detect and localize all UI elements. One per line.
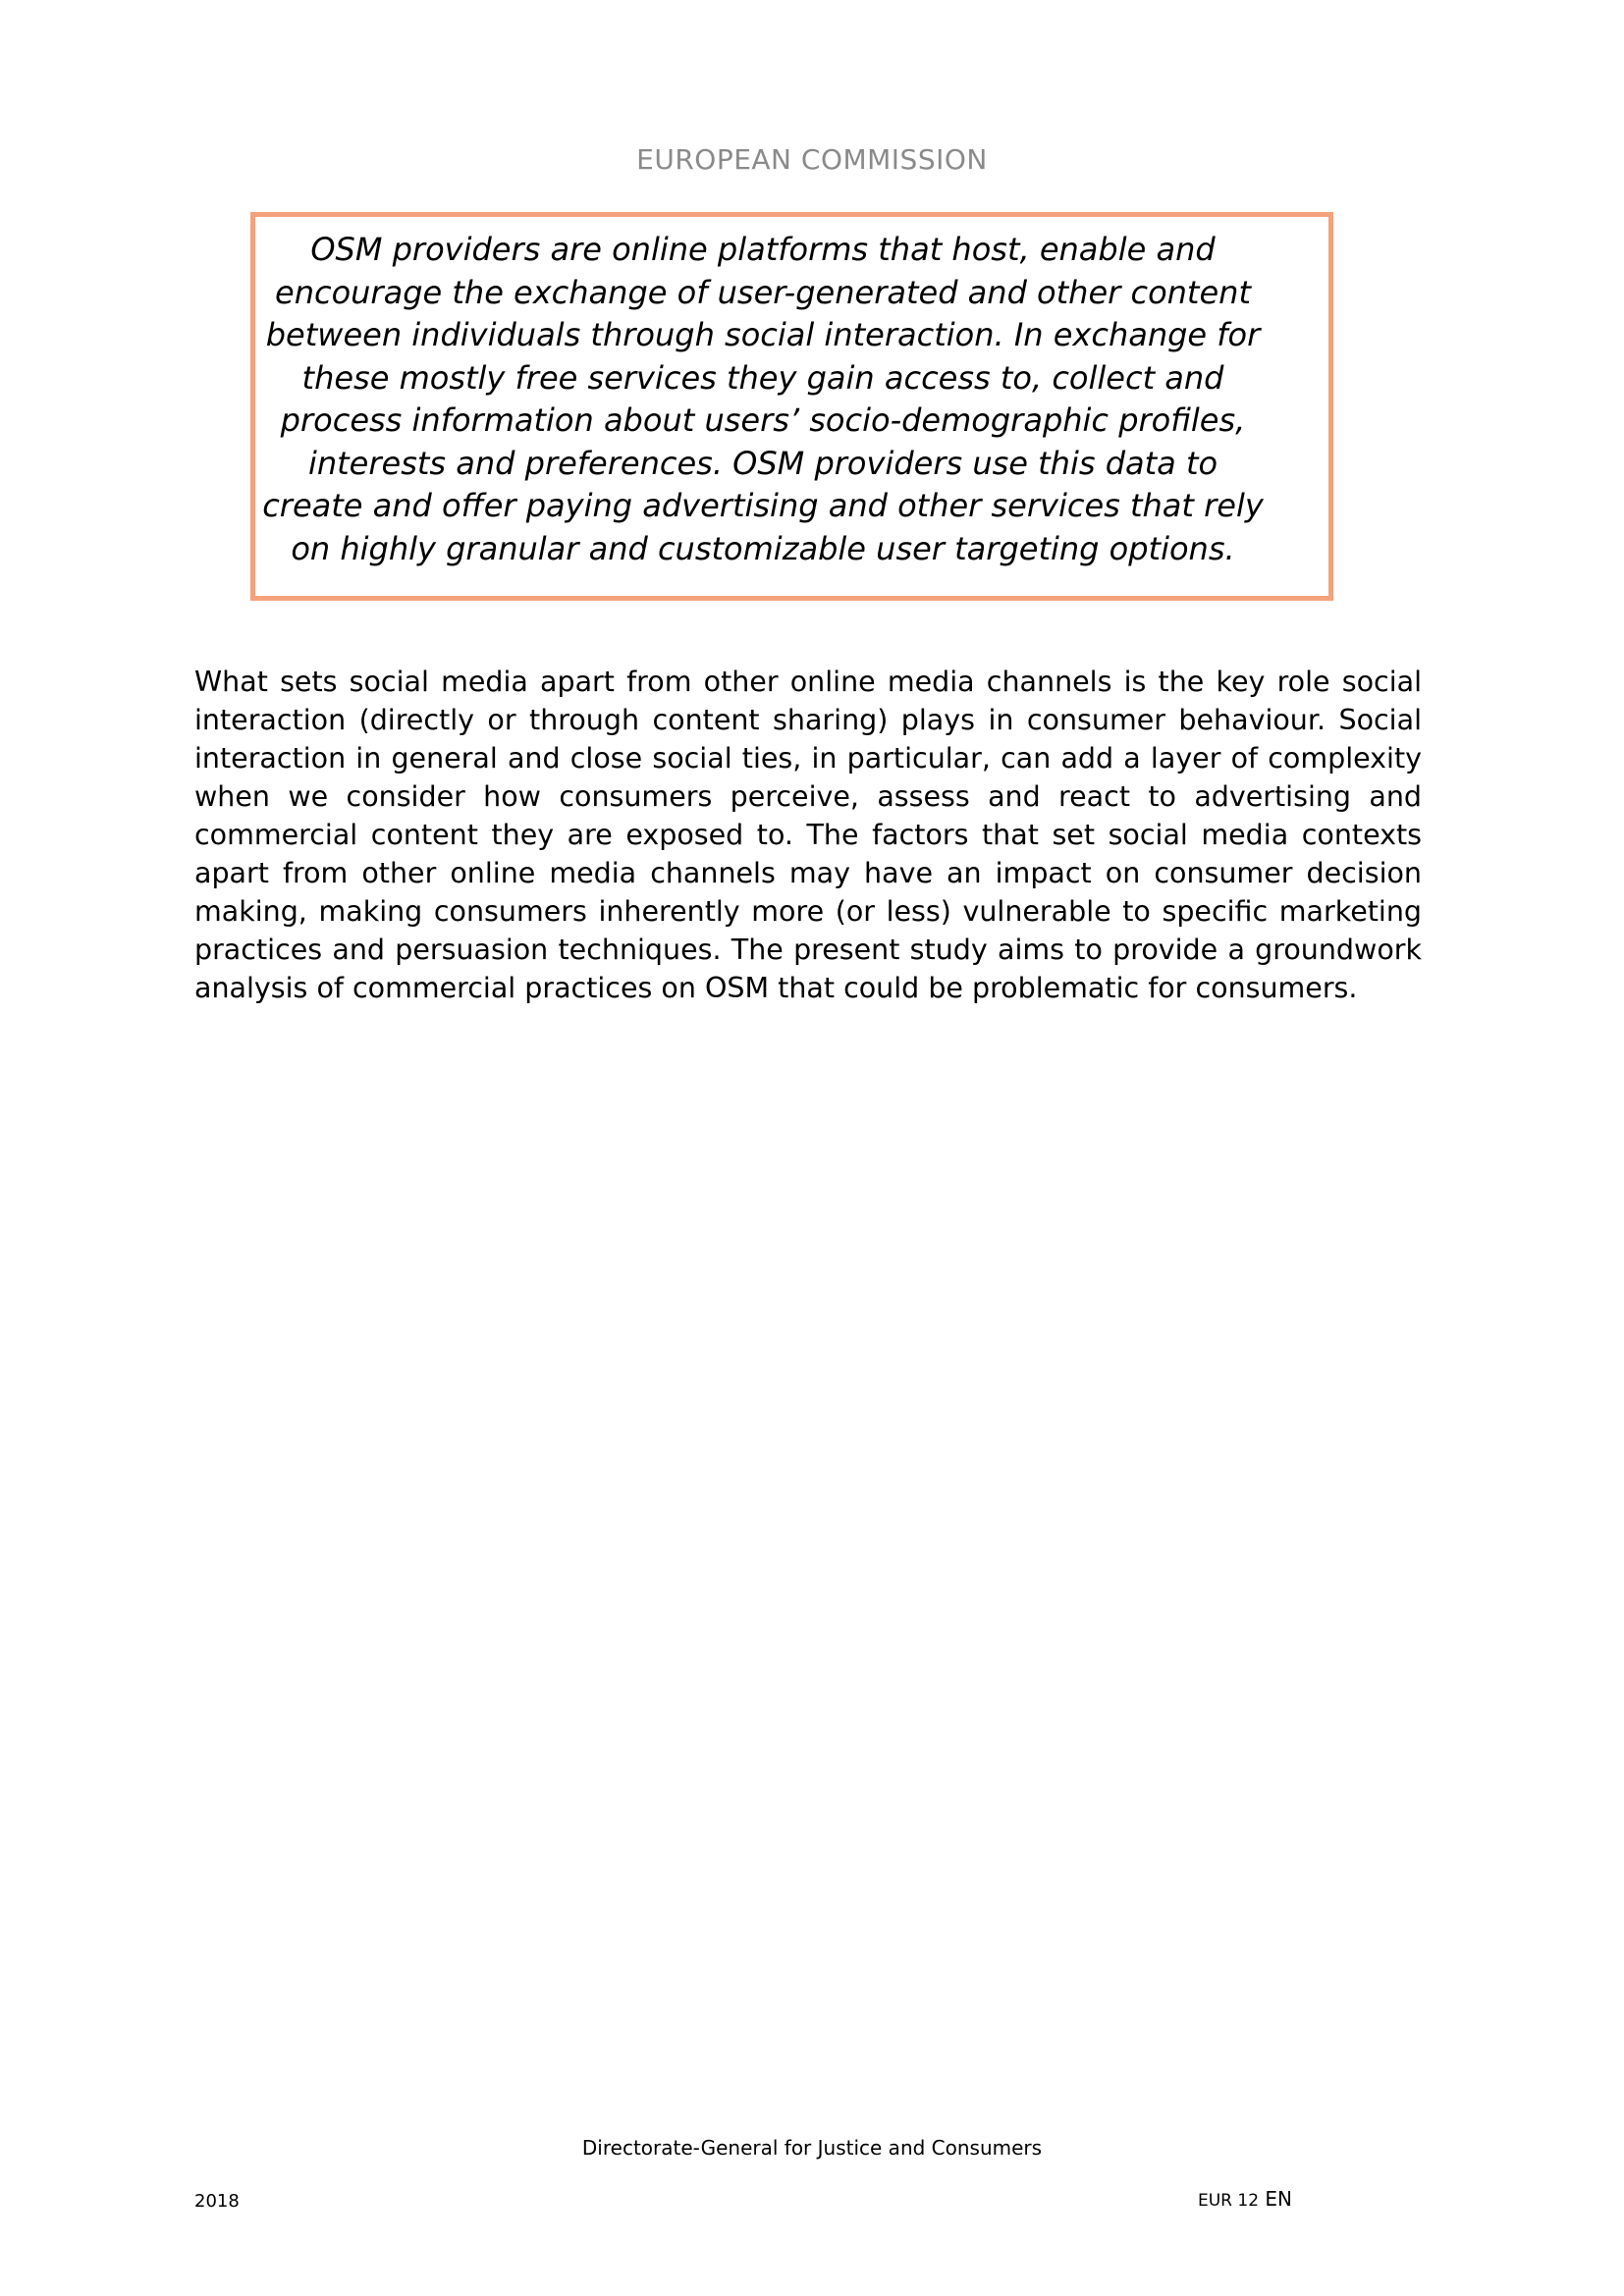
page-header: EUROPEAN COMMISSION	[636, 143, 988, 176]
definition-callout-box	[250, 212, 1333, 601]
callout-text: OSM providers are online platforms that host, enable and encourage the exchange of user-generated and other content between individuals through social interaction. In exchange for these mostly free services they gain access to, collect and process information about users’ socio-demographic profiles, interests and preferences. OSM providers use this data to create and offer paying advertising and other services that rely on highly granular and customizable user targeting options.	[262, 231, 1264, 567]
footer-year: 2018	[194, 2191, 240, 2212]
body-paragraph: What sets social media apart from other online media channels is the key role social interaction (directly or through content sharing) plays in consumer behaviour. Social interaction in general and close social ties, in particular, can add a layer of complexity when we consider how consumers perceive, assess and react to advertising and commercial content they are exposed to. The factors that set social media contexts apart from other online media channels may have an impact on consumer decision making, making consumers inherently more (or less) vulnerable to specific marketing practices and persuasion techniques. The present study aims to provide a groundwork analysis of commercial practices on OSM that could be problematic for consumers.	[194, 666, 1422, 1004]
footer-ref-number: EUR 12	[1197, 2191, 1260, 2211]
footer-directorate: Directorate-General for Justice and Consumers	[581, 2136, 1043, 2160]
footer-reference	[1198, 2187, 1292, 2211]
footer-ref-language: EN	[1265, 2187, 1292, 2211]
